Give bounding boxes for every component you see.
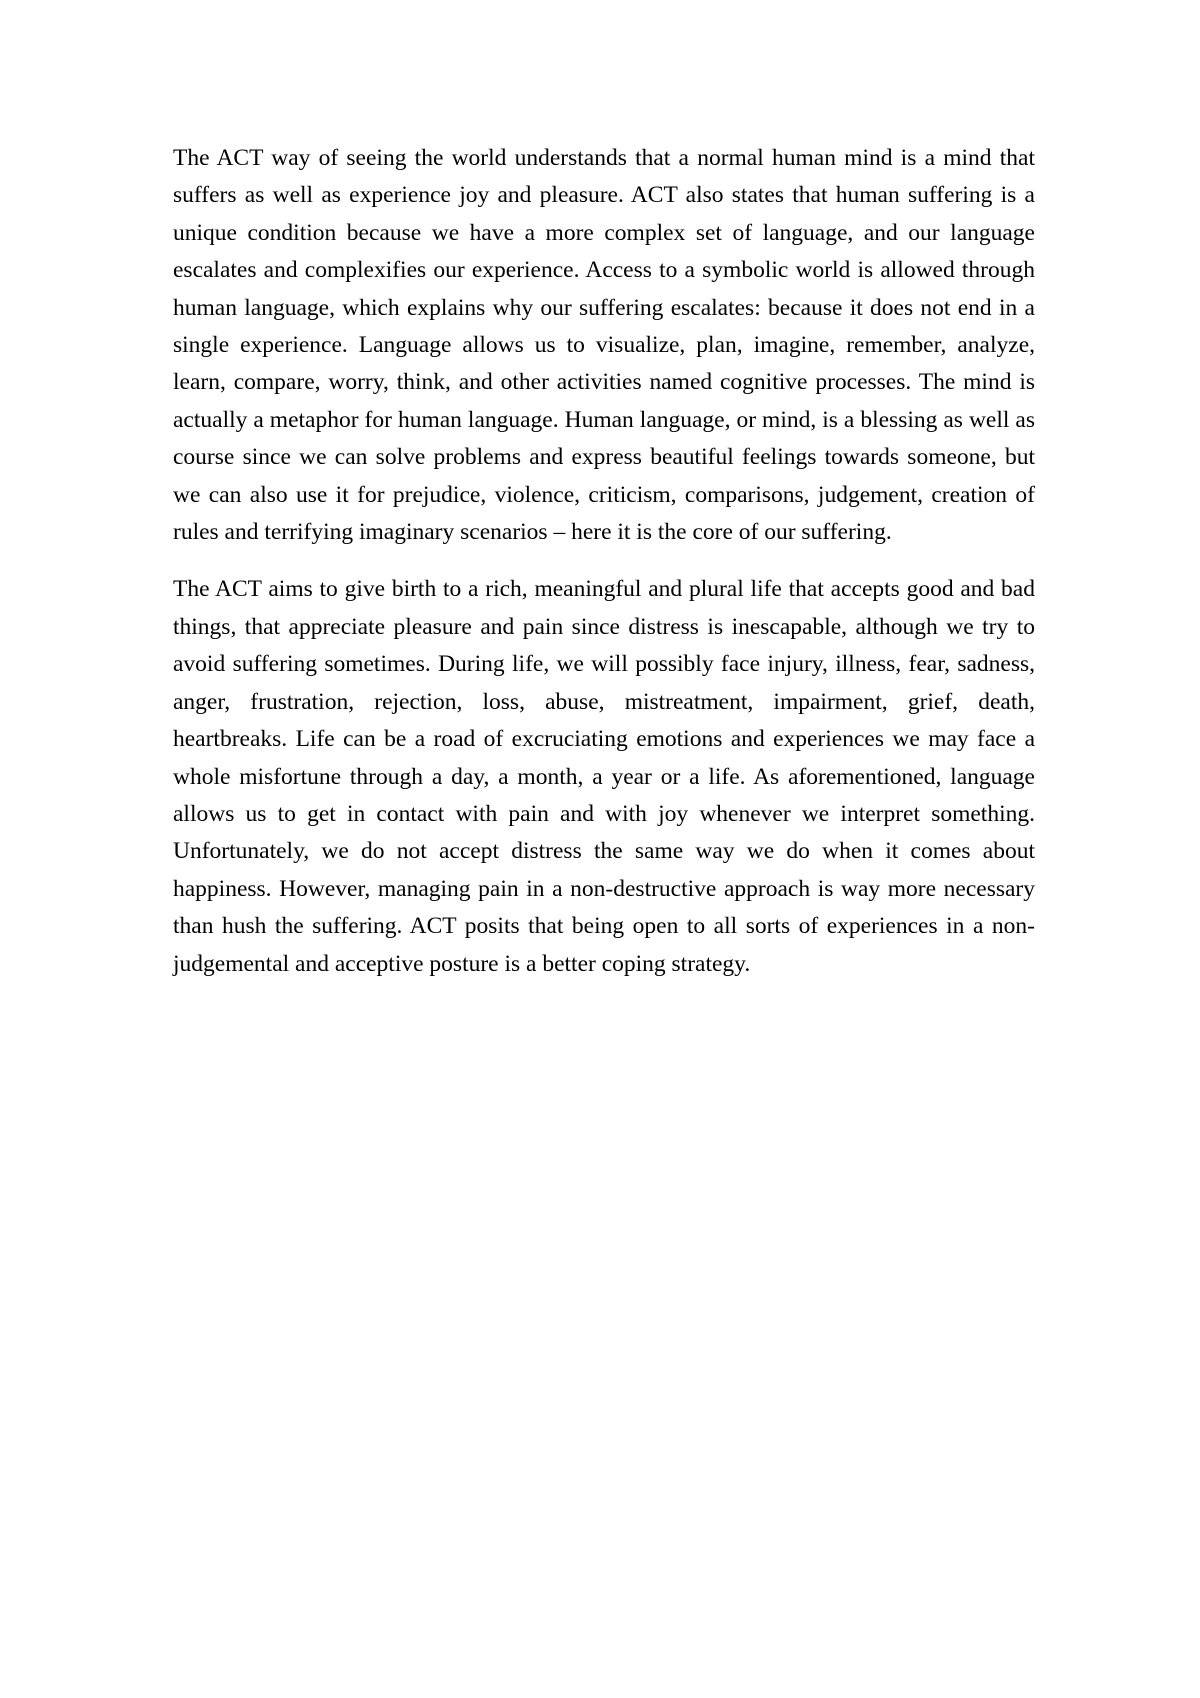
paragraph-2: The ACT aims to give birth to a rich, meaningful and plural life that accepts good and bad things, that appreciate pleasure and pain since distress is inescapable, although we try to avoid suffering sometimes. During life, we will possibly face injury, illness, fear, sadness, anger, frustration, rejection, loss, abuse, mistreatment, impairment, grief, death, heartbreaks. Life can be a road of excruciating emotions and experiences we may face a whole misfortune through a day, a month, a year or a life. As aforementioned, language allows us to get in contact with pain and with joy whenever we interpret something. Unfortunately, we do not accept distress the same way we do when it comes about happiness. However, managing pain in a non-destructive approach is way more necessary than hush the suffering. ACT posits that being open to all sorts of experiences in a non-judgemental and acceptive posture is a better coping strategy. — [173, 576, 1035, 977]
paragraph-1: The ACT way of seeing the world understands that a normal human mind is a mind that suffers as well as experience joy and pleasure. ACT also states that human suffering is a unique condition because we have a more complex set of language, and our language escalates and complexifies our experience. Access to a symbolic world is allowed through human language, which explains why our suffering escalates: because it does not end in a single experience. Language allows us to visualize, plan, imagine, remember, analyze, learn, compare, worry, think, and other activities named cognitive processes. The mind is actually a metaphor for human language. Human language, or mind, is a blessing as well as course since we can solve problems and express beautiful feelings towards someone, but we can also use it for prejudice, violence, criticism, comparisons, judgement, creation of rules and terrifying imaginary scenarios – here it is the core of our suffering. — [173, 145, 1035, 546]
document-page — [173, 140, 1035, 1003]
